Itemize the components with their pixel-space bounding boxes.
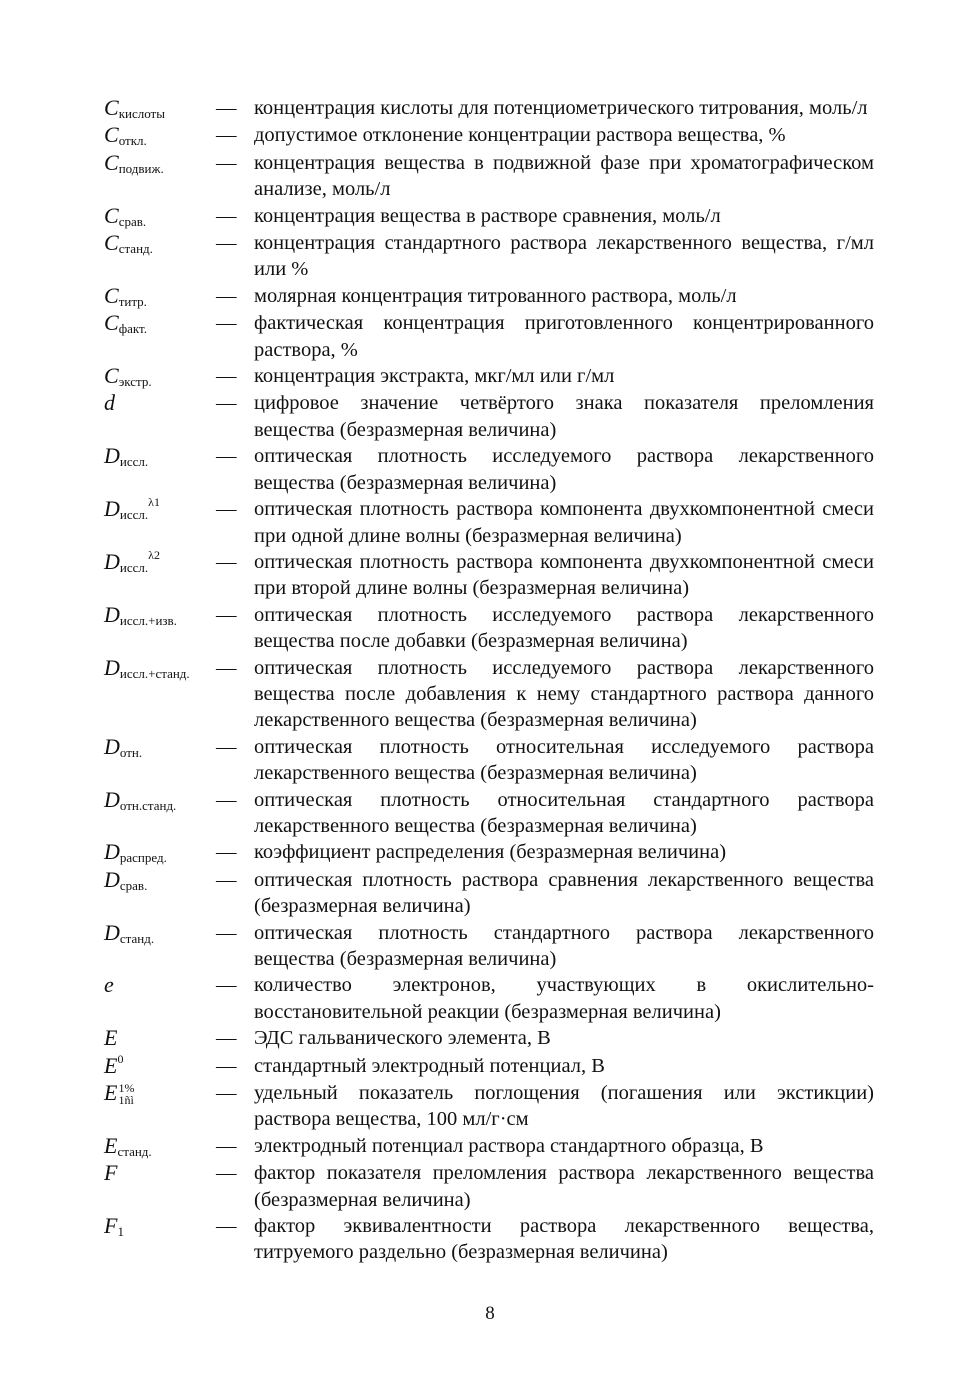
notation-description: фактическая концентрация приготовленного концентрированного раствора, % (254, 312, 874, 361)
entry-dash: — (216, 151, 237, 174)
notation-entry (104, 972, 874, 1025)
notation-description: стандартный электродный потенциал, В (254, 1054, 605, 1077)
notation-symbol (104, 1053, 216, 1080)
notation-symbol (104, 839, 216, 866)
notation-symbol (104, 363, 216, 390)
notation-symbol (104, 203, 216, 230)
symbol-base: d (104, 390, 115, 416)
notation-description: оптическая плотность раствора сравнения лекарственного вещества (безразмерная величина) (254, 868, 874, 918)
symbol-subscript: станд. (119, 930, 155, 946)
entry-dash: — (216, 735, 237, 758)
symbol-subscript: иссл. (119, 454, 149, 470)
symbol-subscript: срав. (118, 213, 147, 229)
symbol-subscript: подвиж. (118, 160, 164, 176)
notation-symbol (104, 310, 216, 337)
notation-entry (104, 839, 874, 866)
entry-dash: — (216, 974, 237, 997)
symbol-subscript: титр. (118, 293, 147, 309)
symbol-base: C (104, 122, 119, 148)
notation-entry (104, 1213, 874, 1266)
notation-description: концентрация стандартного раствора лекарственного вещества, г/мл или % (254, 232, 874, 281)
notation-symbol (104, 1160, 216, 1187)
notation-description: цифровое значение четвёртого знака показателя преломления вещества (безразмерная величина) (254, 392, 874, 441)
symbol-subscript: иссл. (119, 559, 149, 575)
entry-dash: — (216, 1082, 237, 1105)
notation-symbol (104, 1080, 216, 1107)
notation-entry (104, 549, 874, 602)
symbol-subscript: откл. (118, 133, 147, 149)
notation-entry (104, 203, 874, 230)
symbol-base: D (104, 733, 120, 759)
symbol-subscript: иссл.+станд. (119, 665, 190, 681)
notation-entry (104, 1025, 874, 1052)
notation-symbol (104, 920, 216, 947)
notation-entry (104, 283, 874, 310)
notation-entry (104, 390, 874, 443)
symbol-base: F (104, 1160, 118, 1186)
notation-symbol (104, 602, 216, 629)
notation-symbol (104, 1213, 216, 1240)
notation-symbol (104, 283, 216, 310)
notation-description: удельный показатель поглощения (погашения или экстикции) раствора вещества, 100 мл/г·см (254, 1082, 874, 1131)
notation-entry (104, 1133, 874, 1160)
symbol-base: e (104, 972, 114, 998)
notation-symbol (104, 1133, 216, 1160)
notation-symbol (104, 443, 216, 470)
notation-description: оптическая плотность относительная стандартного раствора лекарственного вещества (безразмерная величина) (254, 788, 874, 837)
symbol-subscript: экстр. (118, 374, 152, 390)
symbol-subscript: станд. (118, 241, 153, 257)
notation-symbol (104, 655, 216, 682)
notation-description: оптическая плотность исследуемого раствора лекарственного вещества после добавки (безразмерная величина) (254, 603, 874, 653)
notation-entry (104, 787, 874, 840)
notation-description: ЭДС гальванического элемента, В (254, 1027, 551, 1050)
symbol-subscript: станд. (117, 1143, 152, 1159)
symbol-subscript: отн.станд. (119, 797, 177, 813)
entry-dash: — (216, 498, 237, 521)
entry-dash: — (216, 124, 237, 147)
entry-dash: — (216, 392, 237, 415)
notation-entry (104, 1080, 874, 1133)
entry-dash: — (216, 921, 237, 944)
symbol-subscript: 1ñì (118, 1093, 134, 1108)
notation-entry (104, 1160, 874, 1213)
notation-entry (104, 150, 874, 203)
symbol-base: C (104, 202, 119, 228)
entry-dash: — (216, 788, 237, 811)
entry-dash: — (216, 232, 237, 255)
notation-description: оптическая плотность исследуемого раствора лекарственного вещества (безразмерная величина) (254, 445, 874, 494)
entry-dash: — (216, 1162, 237, 1185)
symbol-subscript: факт. (118, 321, 147, 337)
notation-entry (104, 363, 874, 390)
notation-description: оптическая плотность относительная исследуемого раствора лекарственного вещества (безразмерная величина) (254, 735, 874, 785)
notation-description: концентрация экстракта, мкг/мл или г/мл (254, 365, 615, 388)
symbol-base: D (104, 839, 120, 865)
notation-entry (104, 310, 874, 363)
notation-symbol (104, 734, 216, 761)
page-number: 8 (485, 1303, 495, 1324)
symbol-base: D (104, 866, 120, 892)
notation-entry (104, 230, 874, 283)
notation-description: электродный потенциал раствора стандартного образца, В (254, 1134, 764, 1157)
notation-symbol (104, 787, 216, 814)
notation-symbol (104, 150, 216, 177)
notation-entry (104, 867, 874, 920)
notation-symbol (104, 549, 216, 576)
notation-description: оптическая плотность раствора компонента двухкомпонентной смеси при одной длине волны (безразмерная величина) (254, 498, 874, 547)
notation-symbol (104, 390, 216, 417)
entry-dash: — (216, 868, 237, 891)
notation-symbol (104, 496, 216, 523)
notation-entry (104, 443, 874, 496)
notation-entry (104, 602, 874, 655)
entry-dash: — (216, 1134, 237, 1157)
entry-dash: — (216, 550, 237, 573)
entry-dash: — (216, 603, 237, 626)
entry-dash: — (216, 1215, 237, 1238)
symbol-base: E (104, 1025, 118, 1051)
symbol-base: E (104, 1132, 118, 1158)
symbol-subscript: 1 (117, 1224, 124, 1240)
notation-entry (104, 655, 874, 734)
entry-dash: — (216, 97, 237, 119)
notation-description: допустимое отклонение концентрации раствора вещества, % (254, 124, 786, 147)
symbol-base: D (104, 919, 120, 945)
symbol-superscript: 1% (118, 1081, 135, 1096)
notation-entry (104, 1053, 874, 1080)
symbol-subscript: иссл.+изв. (119, 612, 177, 628)
notation-description: количество электронов, участвующих в окислительно-восстановительной реакции (безразмерная величина) (254, 974, 874, 1023)
symbol-base: D (104, 786, 120, 812)
symbol-subscript: иссл. (119, 507, 149, 523)
symbol-superscript: 0 (117, 1051, 124, 1066)
notation-description: коэффициент распределения (безразмерная величина) (254, 841, 727, 864)
symbol-base: D (104, 654, 120, 680)
symbol-base: C (104, 149, 119, 175)
notation-symbol (104, 122, 216, 149)
symbol-base: D (104, 601, 120, 627)
entry-dash: — (216, 1054, 237, 1077)
entry-dash: — (216, 312, 237, 335)
symbol-base: C (104, 310, 119, 336)
notation-symbol (104, 230, 216, 257)
notation-entry (104, 496, 874, 549)
symbol-base: D (104, 496, 120, 522)
notation-entry (104, 734, 874, 787)
symbol-subscript: срав. (119, 877, 148, 893)
symbol-base: C (104, 363, 119, 389)
symbol-base: C (104, 230, 119, 256)
notation-symbol (104, 972, 216, 999)
entry-dash: — (216, 365, 237, 388)
symbol-base: F (104, 1213, 118, 1239)
entry-dash: — (216, 445, 237, 468)
symbol-base: C (104, 95, 119, 120)
symbol-superscript: λ1 (148, 495, 160, 510)
symbol-base: D (104, 548, 120, 574)
notation-entry (104, 920, 874, 973)
notation-description: концентрация вещества в растворе сравнения, моль/л (254, 204, 721, 227)
notation-description: концентрация кислоты для потенциометрического титрования, моль/л (254, 97, 868, 119)
symbol-subscript: отн. (119, 744, 143, 760)
notation-symbol (104, 1025, 216, 1052)
notation-description: фактор эквивалентности раствора лекарственного вещества, титруемого раздельно (безразмерная величина) (254, 1215, 874, 1264)
symbol-index-stack (118, 1082, 134, 1106)
symbol-superscript: λ2 (148, 547, 160, 562)
symbol-base: E (104, 1052, 118, 1078)
notation-description: молярная концентрация титрованного раствора, моль/л (254, 284, 737, 307)
notation-symbol (104, 867, 216, 894)
entry-dash: — (216, 841, 237, 864)
notation-description: концентрация вещества в подвижной фазе при хроматографическом анализе, моль/л (254, 151, 874, 201)
notation-description: фактор показателя преломления раствора лекарственного вещества (безразмерная величина) (254, 1162, 874, 1211)
notation-description: оптическая плотность исследуемого раствора лекарственного вещества после добавления к нему стандартного раствора данного лекарственного вещества (безразмерная величина) (254, 656, 874, 732)
symbol-subscript: распред. (119, 850, 167, 866)
entry-dash: — (216, 656, 237, 679)
symbol-base: C (104, 282, 119, 308)
notation-description: оптическая плотность раствора компонента двухкомпонентной смеси при второй длине волны (безразмерная величина) (254, 550, 874, 600)
notation-entry (104, 122, 874, 149)
notation-symbol (104, 95, 216, 122)
entry-dash: — (216, 1027, 237, 1050)
entry-dash: — (216, 204, 237, 227)
notation-entry (104, 95, 874, 122)
notation-list (104, 95, 874, 1266)
notation-description: оптическая плотность стандартного раствора лекарственного вещества (безразмерная величина) (254, 921, 874, 970)
entry-dash: — (216, 284, 237, 307)
symbol-subscript: кислоты (118, 106, 165, 121)
symbol-base: E (104, 1080, 118, 1106)
symbol-base: D (104, 443, 120, 469)
